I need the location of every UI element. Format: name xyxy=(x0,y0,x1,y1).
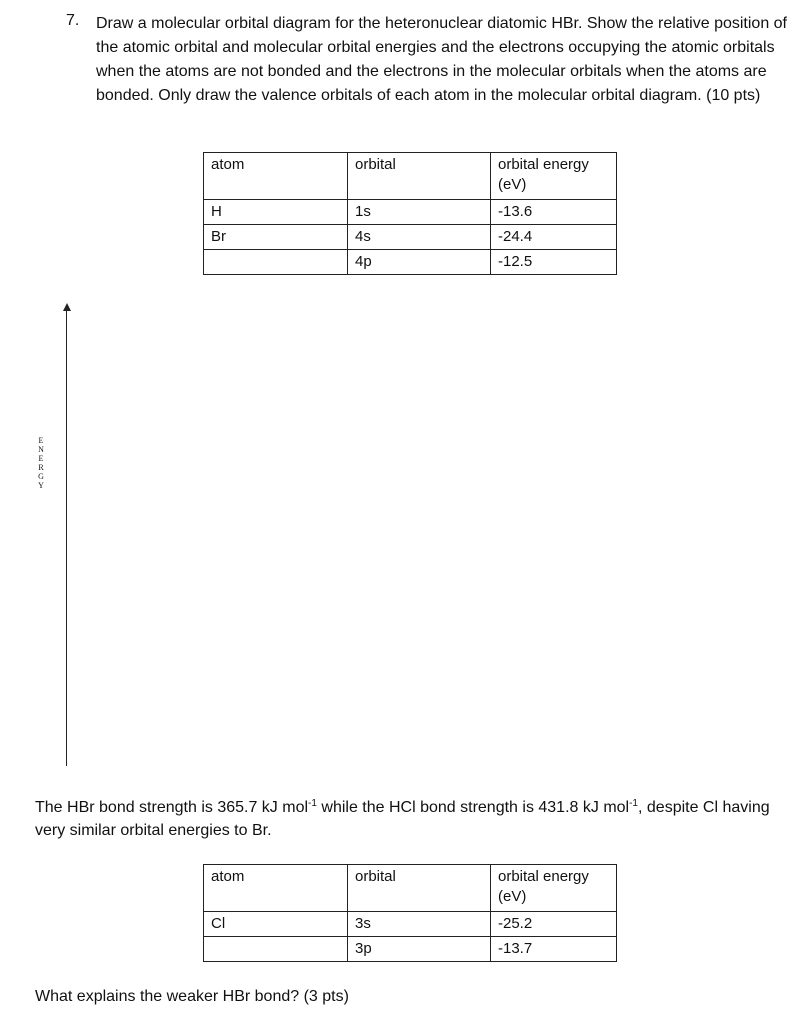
cell-orbital: 1s xyxy=(348,200,491,225)
para-text-3: , despite Cl having very similar orbital energies to Br. xyxy=(35,799,770,839)
header-orbital-energy: orbital energy (eV) xyxy=(491,153,617,200)
header-orbital: orbital xyxy=(348,865,491,912)
energy-axis-line xyxy=(66,308,67,766)
header-orbital-energy: orbital energy (eV) xyxy=(491,865,617,912)
table-row xyxy=(204,225,617,250)
cell-atom: Cl xyxy=(204,912,348,937)
para-text-1: The HBr bond strength is 365.7 kJ mol xyxy=(35,799,309,816)
header-atom: atom xyxy=(204,153,348,200)
cell-energy: -24.4 xyxy=(491,225,617,250)
table-row xyxy=(204,912,617,937)
cell-orbital: 3p xyxy=(348,937,491,962)
energy-letter: Y xyxy=(38,481,44,490)
question-text: Draw a molecular orbital diagram for the heteronuclear diatomic HBr. Show the relative position of the atomic orbital and molecular orbital energies and the electrons occupying the atomic orbitals when the atoms are not bonded and the electrons in the molecular orbitals when the atoms are bonded. Only draw the valence orbitals of each atom in the molecular orbital diagram. (10 pts) xyxy=(96,15,787,104)
cell-orbital: 4s xyxy=(348,225,491,250)
table-row xyxy=(204,200,617,225)
cell-energy: -12.5 xyxy=(491,250,617,275)
bond-strength-paragraph xyxy=(35,796,775,842)
energy-letter: E xyxy=(38,436,44,445)
orbital-energy-table-hbr xyxy=(203,152,617,275)
energy-letter: R xyxy=(38,463,44,472)
cell-orbital: 3s xyxy=(348,912,491,937)
orbital-energy-table-cl xyxy=(203,864,617,962)
question-number: 7. xyxy=(66,12,80,29)
table-row xyxy=(204,937,617,962)
table-row xyxy=(204,250,617,275)
header-orbital: orbital xyxy=(348,153,491,200)
energy-letter: G xyxy=(38,472,44,481)
followup-question: What explains the weaker HBr bond? (3 pts) xyxy=(35,988,349,1005)
cell-energy: -13.7 xyxy=(491,937,617,962)
cell-atom: H xyxy=(204,200,348,225)
cell-energy: -13.6 xyxy=(491,200,617,225)
table-header-row xyxy=(204,153,617,200)
cell-energy: -25.2 xyxy=(491,912,617,937)
cell-atom xyxy=(204,937,348,962)
energy-axis-arrowhead xyxy=(63,303,71,311)
cell-atom xyxy=(204,250,348,275)
para-sup-1: -1 xyxy=(308,798,317,809)
para-text-2: while the HCl bond strength is 431.8 kJ mol xyxy=(316,799,630,816)
header-atom: atom xyxy=(204,865,348,912)
energy-letter: E xyxy=(38,454,44,463)
para-sup-2: -1 xyxy=(629,798,638,809)
cell-atom: Br xyxy=(204,225,348,250)
energy-letter: N xyxy=(38,445,44,454)
energy-axis-label xyxy=(36,436,46,490)
cell-orbital: 4p xyxy=(348,250,491,275)
table-header-row xyxy=(204,865,617,912)
